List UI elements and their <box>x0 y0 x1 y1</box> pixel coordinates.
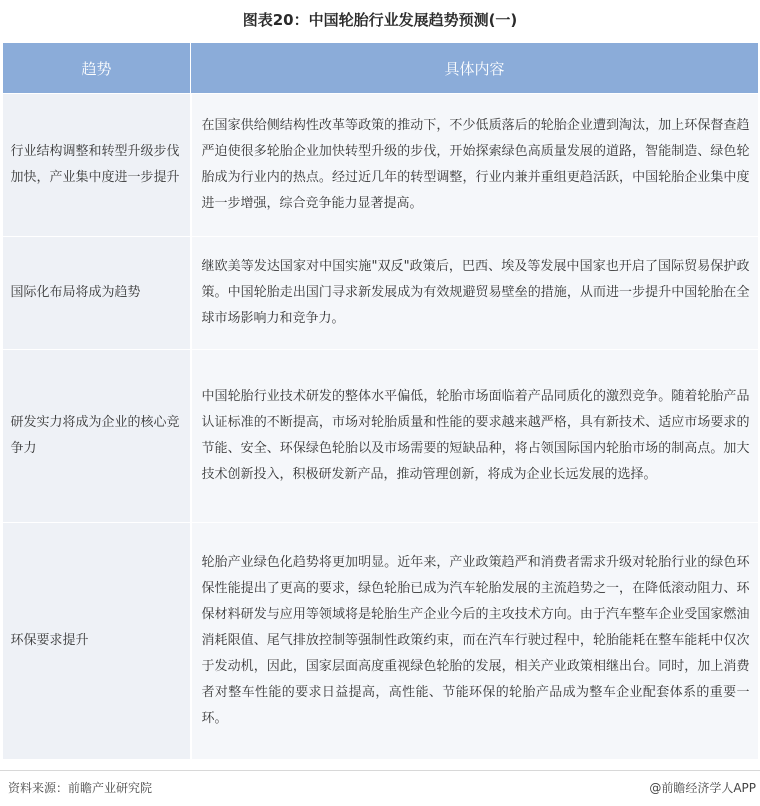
brand-credit: @前瞻经济学人APP <box>649 781 756 795</box>
trend-cell: 行业结构调整和转型升级步伐加快，产业集中度进一步提升 <box>3 94 191 237</box>
header-trend: 趋势 <box>3 43 191 94</box>
content-cell: 在国家供给侧结构性改革等政策的推动下，不少低质落后的轮胎企业遭到淘汰，加上环保督查趋严迫使很多轮胎企业加快转型升级的步伐，开始探索绿色高质量发展的道路，智能制造、绿色轮胎成为行业内的热点。经过近几年的转型调整，行业内兼并重组更趋活跃，中国轮胎企业集中度进一步增强，综合竞争能力显著提高。 <box>191 94 759 237</box>
table-row <box>3 94 759 237</box>
table-header-row <box>3 43 759 94</box>
trend-cell: 环保要求提升 <box>3 523 191 760</box>
table-row <box>3 523 759 760</box>
trend-cell: 研发实力将成为企业的核心竞争力 <box>3 350 191 523</box>
table-row <box>3 237 759 350</box>
figure-title: 图表20：中国轮胎行业发展趋势预测(一) <box>242 11 518 29</box>
table-row <box>3 350 759 523</box>
header-content: 具体内容 <box>191 43 759 94</box>
source-note: 资料来源：前瞻产业研究院 <box>8 781 153 795</box>
content-cell: 中国轮胎行业技术研发的整体水平偏低，轮胎市场面临着产品同质化的激烈竞争。随着轮胎产品认证标准的不断提高，市场对轮胎质量和性能的要求越来越严格，具有新技术、适应市场要求的节能、安全、环保绿色轮胎以及市场需要的短缺品种，将占领国际国内轮胎市场的制高点。加大技术创新投入，积极研发新产品，推动管理创新，将成为企业长远发展的选择。 <box>191 350 759 523</box>
trend-cell: 国际化布局将成为趋势 <box>3 237 191 350</box>
content-cell: 继欧美等发达国家对中国实施"双反"政策后，巴西、埃及等发展中国家也开启了国际贸易保护政策。中国轮胎走出国门寻求新发展成为有效规避贸易壁垒的措施，从而进一步提升中国轮胎在全球市场影响力和竞争力。 <box>191 237 759 350</box>
content-cell: 轮胎产业绿色化趋势将更加明显。近年来，产业政策趋严和消费者需求升级对轮胎行业的绿色环保性能提出了更高的要求，绿色轮胎已成为汽车轮胎发展的主流趋势之一，在降低滚动阻力、环保材料研发与应用等领域将是轮胎生产企业今后的主攻技术方向。由于汽车整车企业受国家燃油消耗限值、尾气排放控制等强制性政策约束，而在汽车行驶过程中，轮胎能耗在整车能耗中仅次于发动机，因此，国家层面高度重视绿色轮胎的发展，相关产业政策相继出台。同时，加上消费者对整车性能的要求日益提高，高性能、节能环保的轮胎产品成为整车企业配套体系的重要一环。 <box>191 523 759 760</box>
footer <box>0 770 760 806</box>
trend-table <box>2 42 760 760</box>
